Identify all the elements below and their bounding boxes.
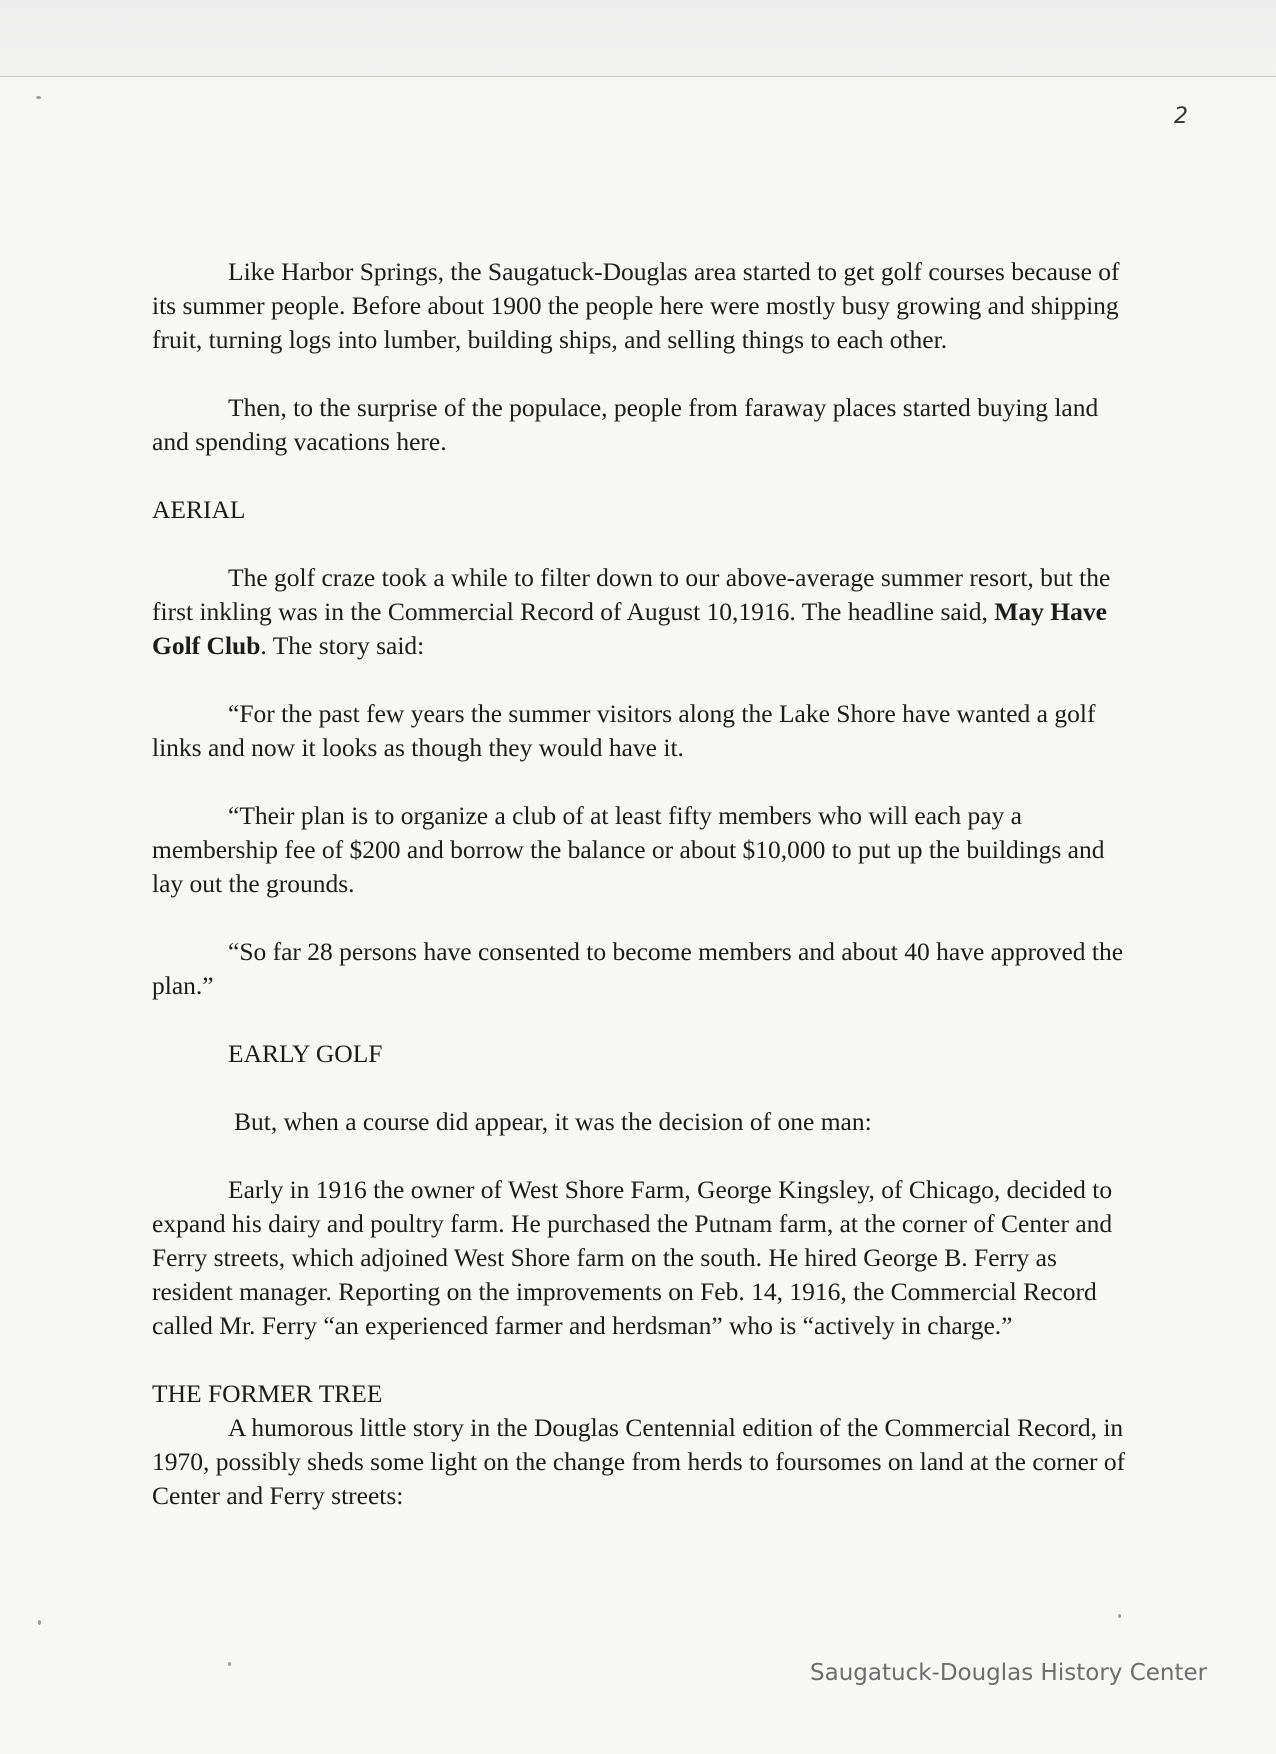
scan-speck <box>228 1662 231 1666</box>
quote-paragraph-2: “Their plan is to organize a club of at least fifty members who will each pay a membership fee of $200 and borrow the balance or about $10,000 to put up the buildings and lay out the grounds. <box>152 801 1105 898</box>
heading-early-golf: EARLY GOLF <box>228 1039 383 1068</box>
paragraph-3-lead: The golf craze took a while to filter down to our above-average summer resort, but the first inkling was in the Commercial Record of August 10,1916. The headline said, <box>152 563 1111 626</box>
headline-may-have-golf-club: May Have Golf Club <box>152 597 1107 660</box>
quote-paragraph-1: “For the past few years the summer visitors along the Lake Shore have wanted a golf links and now it looks as though they would have it. <box>152 699 1096 762</box>
quote-paragraph-3: “So far 28 persons have consented to become members and about 40 have approved the plan.” <box>152 937 1124 1000</box>
history-center-watermark: Saugatuck-Douglas History Center <box>810 1660 1208 1686</box>
scan-top-edge <box>0 0 1276 77</box>
paragraph-2: Then, to the surprise of the populace, people from faraway places started buying land and spending vacations here. <box>152 393 1099 456</box>
paragraph-3-tail: . The story said: <box>260 631 425 660</box>
paragraph-1: Like Harbor Springs, the Saugatuck-Douglas area started to get golf courses because of its summer people. Before about 1900 the people here were mostly busy growing and shipping fruit, turning logs into lumber, building ships, and selling things to each other. <box>152 257 1120 354</box>
heading-aerial: AERIAL <box>152 495 246 524</box>
heading-former-tree: THE FORMER TREE <box>152 1379 383 1408</box>
page-number: 2 <box>1174 104 1188 129</box>
scan-speck <box>1118 1614 1121 1618</box>
scan-speck <box>38 1620 41 1625</box>
document-body <box>152 255 1132 1513</box>
paragraph-3 <box>152 561 1132 663</box>
paragraph-7: But, when a course did appear, it was the decision of one man: <box>234 1107 872 1136</box>
scan-speck <box>36 96 41 99</box>
paragraph-8: Early in 1916 the owner of West Shore Farm, George Kingsley, of Chicago, decided to expand his dairy and poultry farm. He purchased the Putnam farm, at the corner of Center and Ferry streets, which adjoined West Shore farm on the south. He hired George B. Ferry as resident manager. Reporting on the improvements on Feb. 14, 1916, the Commercial Record called Mr. Ferry “an experienced farmer and herdsman” who is “actively in charge.” <box>152 1175 1113 1340</box>
paragraph-9: A humorous little story in the Douglas Centennial edition of the Commercial Record, in 1970, possibly sheds some light on the change from herds to foursomes on land at the corner of Center and Ferry streets: <box>152 1413 1126 1510</box>
